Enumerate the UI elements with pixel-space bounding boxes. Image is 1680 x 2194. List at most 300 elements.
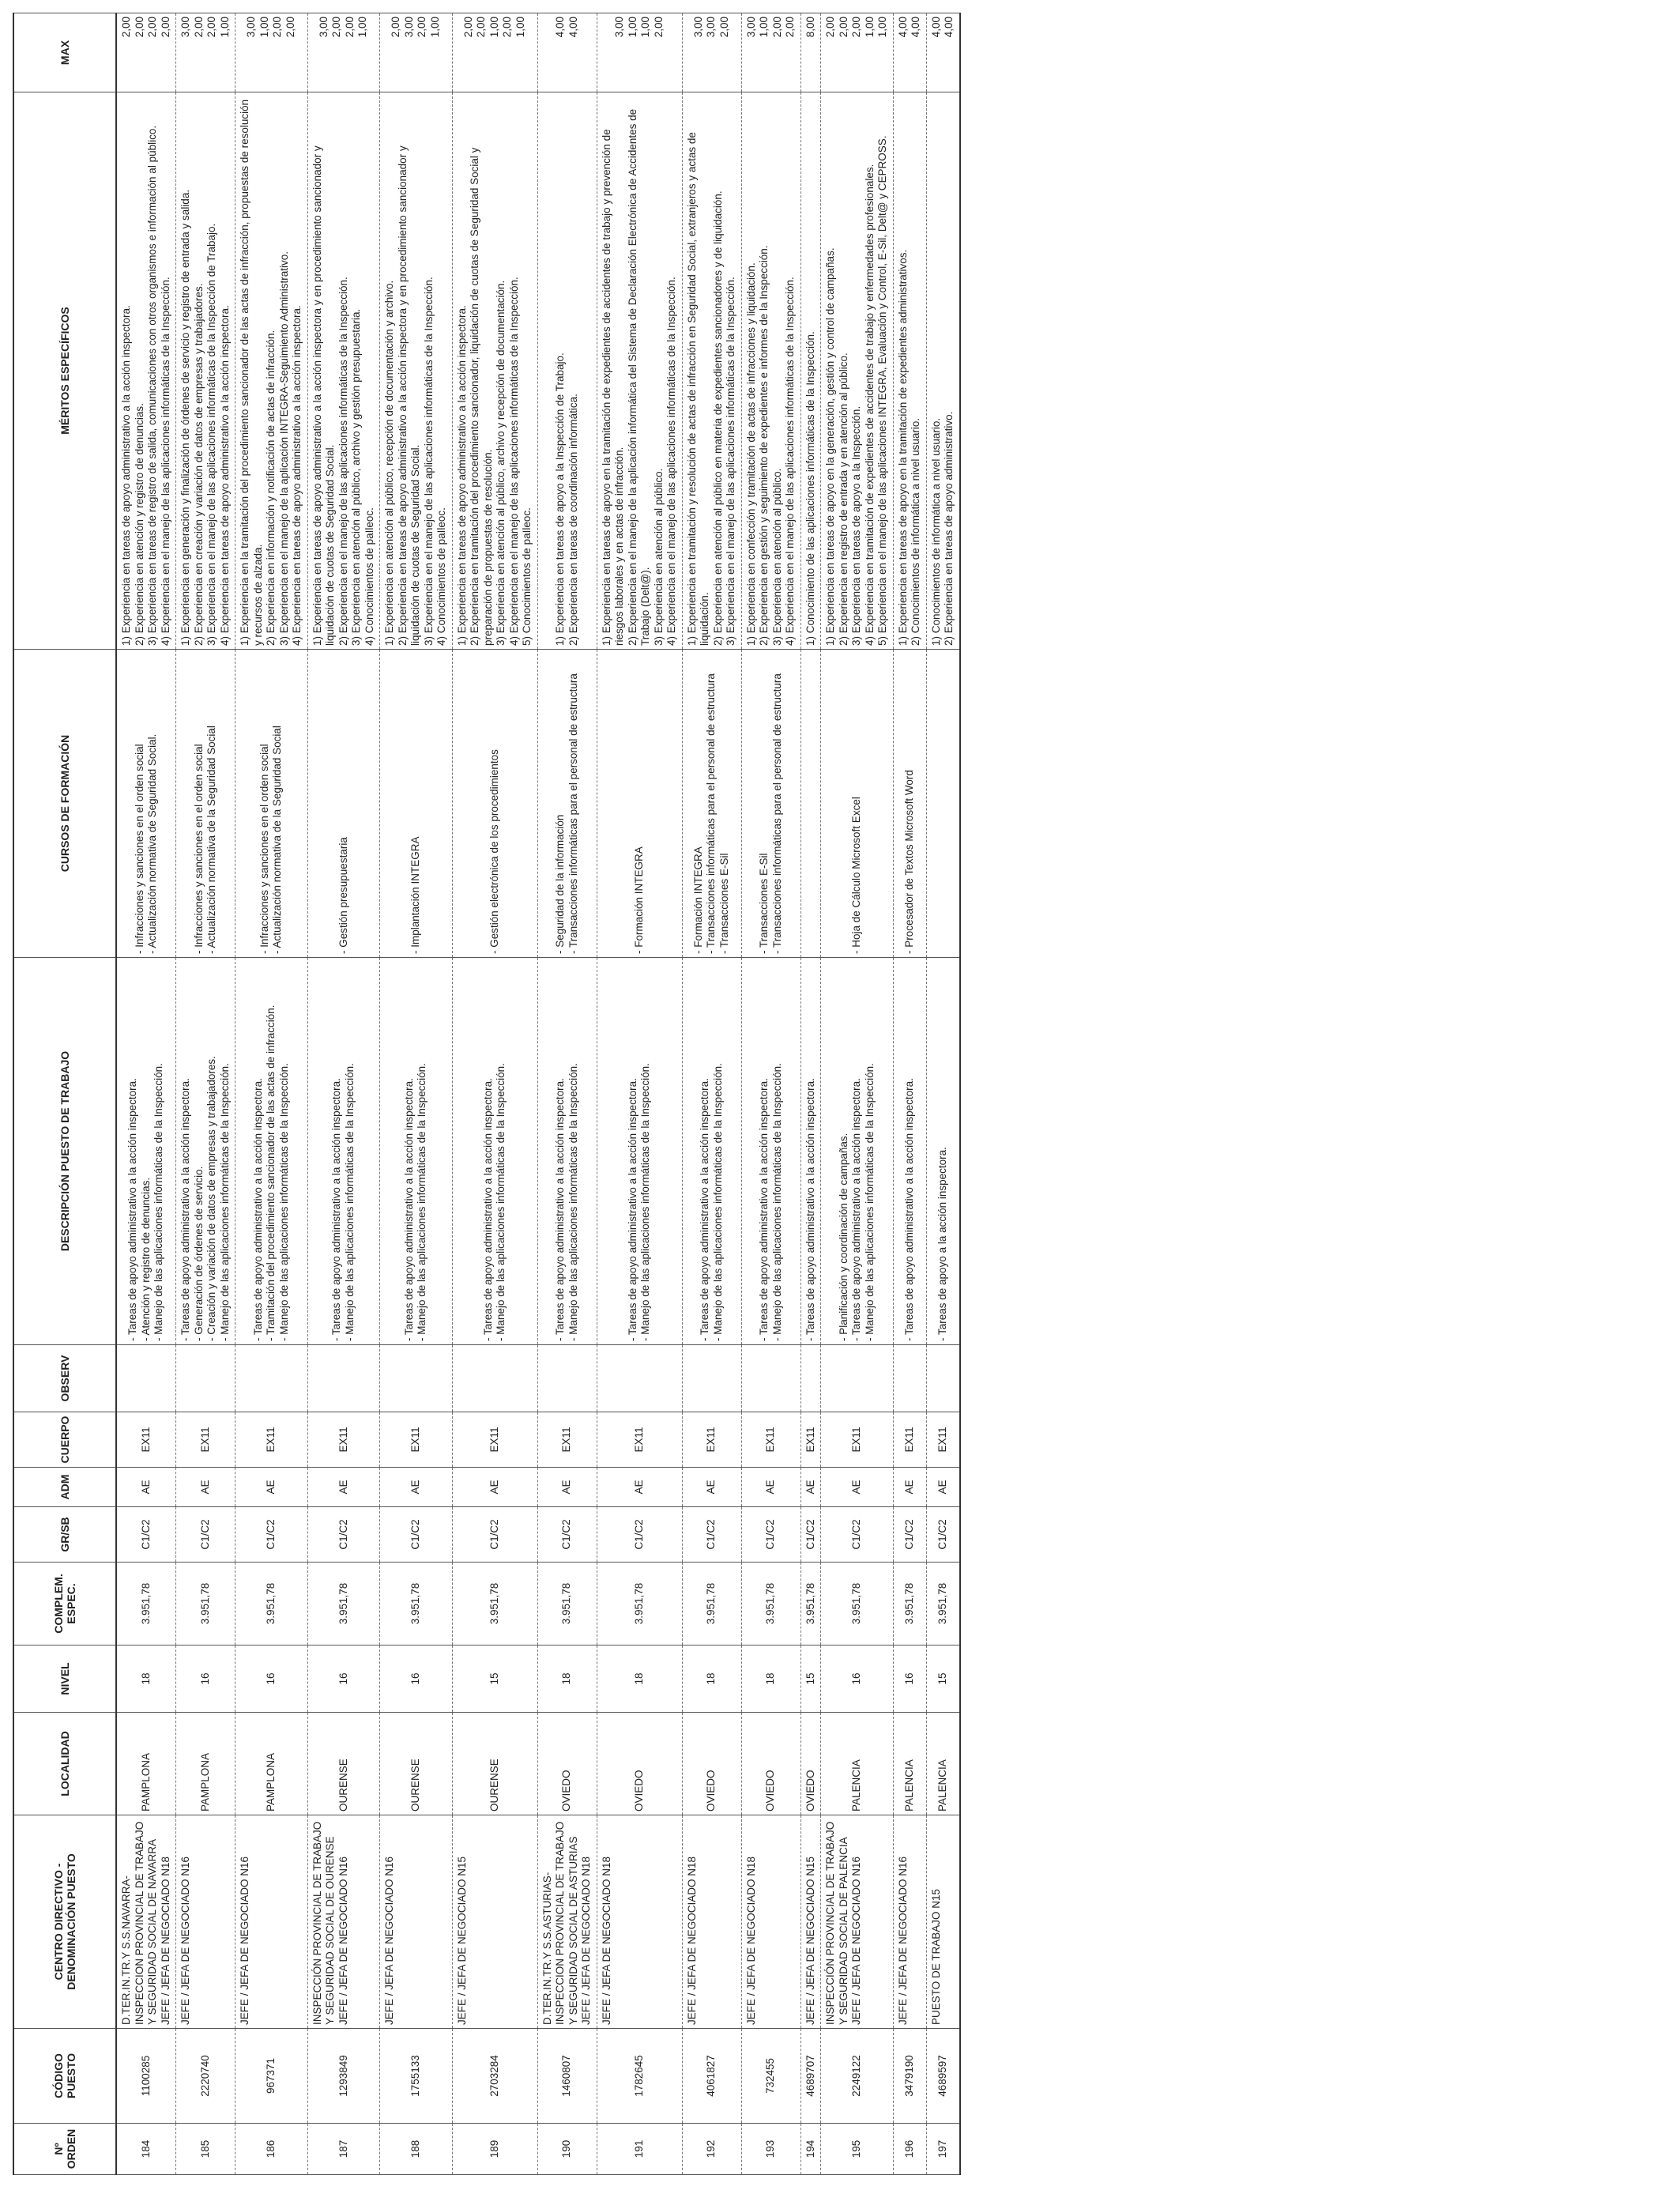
cell-orden: 192 [682,2124,741,2175]
cell-centro [307,1815,380,2029]
meritos-line: 1) Experiencia en tramitación y resolución de actas de infracción en Seguridad Social, extranjeros y actas de liquidación. [685,132,710,646]
max-line: 2,00 [784,17,796,38]
header-row [13,13,116,2175]
cell-adm: AE [800,1468,821,1507]
max-line: 4,00 [554,17,566,38]
cell-grupo: C1/C2 [821,1507,894,1563]
descripcion-line: - Manejo de las aplicaciones informáticas de la Inspección. [770,1063,783,1341]
descripcion-line: - Manejo de las aplicaciones informáticas de la Inspección. [277,1063,290,1341]
table-row [821,13,894,2175]
cell-observ [682,1345,741,1412]
cell-complemento: 3.951,78 [682,1563,741,1646]
max-line: 2,00 [770,17,783,38]
cursos-line: - Actualización normativa de la Seguridad Social [205,726,217,954]
cell-codigo: 4061827 [682,2029,741,2124]
header-descripcion: DESCRIPCIÓN PUESTO DE TRABAJO [13,958,116,1345]
cell-meritos [926,92,960,650]
cell-max [597,13,682,92]
cell-adm: AE [116,1468,176,1507]
cell-cuerpo: EX11 [116,1412,176,1468]
cell-localidad: OURENSE [452,1713,537,1815]
cell-cursos [380,650,453,958]
cell-complemento: 3.951,78 [537,1563,597,1646]
descripcion-line: - Manejo de las aplicaciones informáticas de la Inspección. [863,1063,876,1341]
meritos-line: 2) Experiencia en creación y variación de datos de empresas y trabajadores. [192,283,205,646]
header-localidad: LOCALIDAD [13,1713,116,1815]
centro-line: JEFE / JEFA DE NEGOCIADO N18 [685,1856,698,2025]
max-line: 2,00 [343,17,356,38]
centro-line: JEFE / JEFA DE NEGOCIADO N16 [239,1856,250,2025]
cell-cuerpo: EX11 [537,1412,597,1468]
cell-meritos [176,92,235,650]
cell-cuerpo: EX11 [821,1412,894,1468]
max-line: 2,00 [159,17,171,38]
table-row [235,13,308,2175]
cell-observ [380,1345,453,1412]
cell-meritos [682,92,741,650]
cell-centro [116,1815,176,2029]
descripcion-line: - Tareas de apoyo administrativo a la acción inspectora. [804,1078,816,1341]
cell-localidad: OVIEDO [800,1713,821,1815]
meritos-line: 4) Experiencia en el manejo de las aplicaciones informáticas de la Inspección. [784,277,796,646]
meritos-line: 3) Experiencia en el manejo de las aplicaciones informáticas de la Inspección de Trabajo. [205,223,217,646]
cell-cuerpo: EX11 [741,1412,800,1468]
max-line: 2,00 [837,17,849,38]
cell-cursos [800,650,821,958]
cell-grupo: C1/C2 [597,1507,682,1563]
cell-grupo: C1/C2 [537,1507,597,1563]
cell-nivel: 15 [926,1646,960,1713]
cell-complemento: 3.951,78 [800,1563,821,1646]
descripcion-line: - Tramitación del procedimiento sancionador de las actas de infracción. [265,1005,277,1341]
max-line: 2,00 [461,17,474,38]
max-line: 1,00 [863,17,876,38]
cell-meritos [537,92,597,650]
meritos-line: 4) Experiencia en tareas de apoyo administrativo a la acción inspectora. [218,305,231,646]
max-line: 2,00 [390,17,402,38]
cell-max [537,13,597,92]
cell-descripcion [800,958,821,1345]
cursos-line: - Formación INTEGRA [632,846,645,954]
cell-meritos [893,92,926,650]
cell-meritos [452,92,537,650]
cursos-line: - Procesador de Textos Microsoft Word [902,770,915,954]
cell-localidad: OVIEDO [682,1713,741,1815]
cell-descripcion [307,958,380,1345]
cursos-line: - Formación INTEGRA [691,846,704,954]
cell-orden: 191 [597,2124,682,2175]
max-line: 2,00 [416,17,428,38]
cell-cuerpo: EX11 [597,1412,682,1468]
descripcion-line: - Creación y variación de datos de empresas y trabajadores. [205,1056,217,1341]
meritos-line: 1) Conocimiento de las aplicaciones informáticas de la Inspección. [804,331,816,646]
max-line: 3,00 [705,17,718,38]
cell-max [116,13,176,92]
cell-centro [821,1815,894,2029]
cell-descripcion [741,958,800,1345]
meritos-line: 2) Experiencia en tareas de apoyo administrativo. [943,411,955,646]
cell-nivel: 16 [176,1646,235,1713]
descripcion-line: - Tareas de apoyo administrativo a la acción inspectora. [126,1078,139,1341]
descripcion-line: - Tareas de apoyo administrativo a la acción inspectora. [251,1078,264,1341]
cell-grupo: C1/C2 [116,1507,176,1563]
table-row [800,13,821,2175]
descripcion-line: - Tareas de apoyo administrativo a la acción inspectora. [179,1078,191,1341]
cell-cursos [597,650,682,958]
cell-adm: AE [597,1468,682,1507]
max-line: 4,00 [910,17,921,38]
cell-centro [537,1815,597,2029]
cell-codigo: 732455 [741,2029,800,2124]
cell-observ [821,1345,894,1412]
cell-orden: 197 [926,2124,960,2175]
cell-grupo: C1/C2 [307,1507,380,1563]
cell-cuerpo: EX11 [235,1412,308,1468]
cell-localidad: PAMPLONA [116,1713,176,1815]
max-line: 2,00 [330,17,343,38]
cell-orden: 190 [537,2124,597,2175]
cell-grupo: C1/C2 [235,1507,308,1563]
cell-cursos [893,650,926,958]
centro-line: JEFE / JEFA DE NEGOCIADO N16 [179,1856,191,2025]
meritos-line: 4) Conocimientos de paIleoc. [435,507,447,646]
max-line: 2,00 [146,17,158,38]
max-line: 2,00 [205,17,217,38]
max-line: 1,00 [758,17,770,38]
header-grupo: GR/SB [13,1507,116,1563]
descripcion-line: - Tareas de apoyo administrativo a la acción inspectora. [758,1078,770,1341]
cell-observ [235,1345,308,1412]
meritos-line: 2) Experiencia en gestión y seguimiento de expedientes e informes de la Inspección. [758,245,770,646]
table-row [926,13,960,2175]
max-line: 2,00 [192,17,205,38]
cell-cuerpo: EX11 [307,1412,380,1468]
max-line: 1,00 [876,17,888,38]
centro-line: JEFE / JEFA DE NEGOCIADO N15 [455,1856,468,2025]
meritos-line: 1) Experiencia en tareas de apoyo administrativo a la acción inspectora. [455,305,468,646]
cell-max [682,13,741,92]
table-body [116,13,960,2175]
meritos-line: 3) Experiencia en atención al público. [652,468,665,646]
centro-line: JEFE / JEFA DE NEGOCIADO N16 [337,1856,349,2025]
meritos-line: 2) Experiencia en el manejo de las aplicaciones informáticas de la Inspección. [337,277,349,646]
cell-cursos [116,650,176,958]
cell-codigo: 2220740 [176,2029,235,2124]
cell-cursos [821,650,894,958]
meritos-line: 3) Experiencia en atención al público, archivo y recepción de documentación. [495,280,507,646]
cell-max [926,13,960,92]
meritos-line: 1) Experiencia en tareas de apoyo en la tramitación de expedientes de accidentes de trabajo y prevención de riesgos laborales y en actas de infracción. [600,129,625,646]
meritos-line: 1) Experiencia en generación y finalización de órdenes de servicio y registro de entrada y salida. [179,189,191,646]
centro-line: PUESTO DE TRABAJO N15 [929,1888,942,2025]
descripcion-line: - Manejo de las aplicaciones informáticas de la Inspección. [153,1063,165,1341]
cell-adm: AE [537,1468,597,1507]
table-row [597,13,682,2175]
cell-localidad: OURENSE [380,1713,453,1815]
max-line: 8,00 [804,17,816,38]
cell-observ [893,1345,926,1412]
header-cuerpo: CUERPO [13,1412,116,1468]
max-line: 1,00 [514,17,526,38]
meritos-line: 2) Experiencia en tareas de coordinación informática. [567,394,579,646]
max-line: 4,00 [929,17,942,38]
max-line: 1,00 [488,17,500,38]
cell-nivel: 16 [380,1646,453,1713]
centro-line: JEFE / JEFA DE NEGOCIADO N16 [850,1856,862,2025]
cell-adm: AE [821,1468,894,1507]
max-line: 1,00 [639,17,651,38]
cell-adm: AE [235,1468,308,1507]
meritos-line: 1) Experiencia en tareas de apoyo administrativo a la acción inspectora y en procedimiento sancionador y liquidación de cuotas de Seguridad Social. [311,145,336,646]
cell-complemento: 3.951,78 [235,1563,308,1646]
cell-meritos [307,92,380,650]
meritos-line: 1) Conocimientos de informática a nivel usuario. [929,417,942,646]
cell-nivel: 16 [893,1646,926,1713]
cell-nivel: 18 [597,1646,682,1713]
cell-descripcion [893,958,926,1345]
cell-nivel: 16 [235,1646,308,1713]
cell-descripcion [597,958,682,1345]
cell-orden: 196 [893,2124,926,2175]
cell-adm: AE [893,1468,926,1507]
cell-meritos [821,92,894,650]
meritos-line: 1) Experiencia en atención al público, recepción de documentación y archivo. [383,280,395,646]
cell-meritos [380,92,453,650]
max-line: 4,00 [943,17,955,38]
cell-observ [176,1345,235,1412]
cell-localidad: OVIEDO [597,1713,682,1815]
descripcion-line: - Tareas de apoyo a la acción inspectora. [936,1147,948,1341]
cursos-line: - Hoja de Cálculo Microsoft Excel [850,797,862,954]
cell-grupo: C1/C2 [176,1507,235,1563]
meritos-line: 2) Experiencia en el manejo de la aplicación informática del Sistema de Declaración Electrónica de Accidentes de Trabajo (Delt@). [626,108,651,646]
cell-max [741,13,800,92]
cell-max [821,13,894,92]
cursos-line: - Actualización normativa de Seguridad Social. [146,733,158,954]
descripcion-line: - Manejo de las aplicaciones informáticas de la Inspección. [343,1063,356,1341]
meritos-line: 4) Experiencia en el manejo de las aplicaciones informáticas de la Inspección. [507,277,520,646]
header-cursos: CURSOS DE FORMACIÓN [13,650,116,958]
descripcion-line: - Manejo de las aplicaciones informáticas de la Inspección. [416,1063,428,1341]
cell-cuerpo: EX11 [893,1412,926,1468]
meritos-line: 3) Experiencia en atención al público, archivo y gestión presupuestaria. [350,308,362,646]
cell-cursos [452,650,537,958]
max-line: 3,00 [613,17,625,38]
cursos-line: - Transacciones E-Sil [758,853,770,954]
cell-max [307,13,380,92]
cell-cuerpo: EX11 [380,1412,453,1468]
cell-observ [307,1345,380,1412]
cell-meritos [116,92,176,650]
meritos-line: 3) Experiencia en tareas de apoyo a la Inspección. [850,405,862,646]
meritos-line: 2) Experiencia en atención al público en materia de expedientes sancionadores y de liquidación. [711,190,724,646]
meritos-line: 5) Conocimientos de paIleoc. [521,507,533,646]
cell-cursos [176,650,235,958]
cell-centro [682,1815,741,2029]
centro-line: JEFE / JEFA DE NEGOCIADO N16 [896,1856,909,2025]
table-row [452,13,537,2175]
cell-complemento: 3.951,78 [893,1563,926,1646]
cell-adm: AE [741,1468,800,1507]
cell-cursos [741,650,800,958]
cell-adm: AE [926,1468,960,1507]
header-observ: OBSERV [13,1345,116,1412]
cursos-line: - Infracciones y sanciones en el orden social [133,744,145,954]
max-line: 2,00 [120,17,132,38]
cell-codigo: 1100285 [116,2029,176,2124]
meritos-line: 5) Experiencia en el manejo de las aplicaciones INTEGRA, Evaluación y Control, E-Sil, Delt@ y CEPROSS. [876,135,888,646]
meritos-line: 1) Experiencia en tareas de apoyo en la generación, gestión y control de campañas. [824,247,836,646]
cell-orden: 186 [235,2124,308,2175]
cell-localidad: PAMPLONA [235,1713,308,1815]
max-line: 3,00 [245,17,258,38]
cell-codigo: 1460807 [537,2029,597,2124]
descripcion-line: - Manejo de las aplicaciones informáticas de la Inspección. [495,1063,507,1341]
centro-line: D.TER.IN.TR.Y S.S.NAVARRA-INSPECCION PROVINCIAL DE TRABAJO Y SEGURIDAD SOCIAL DE NAVARRA [120,1821,158,2025]
descripcion-line: - Tareas de apoyo administrativo a la acción inspectora. [626,1078,638,1341]
cell-observ [597,1345,682,1412]
cell-codigo: 3479190 [893,2029,926,2124]
cell-centro [597,1815,682,2029]
max-line: 1,00 [428,17,441,38]
descripcion-line: - Tareas de apoyo administrativo a la acción inspectora. [850,1078,862,1341]
descripcion-line: - Manejo de las aplicaciones informáticas de la Inspección. [218,1063,231,1341]
table-row [307,13,380,2175]
cell-complemento: 3.951,78 [926,1563,960,1646]
cell-codigo: 2703284 [452,2029,537,2124]
cell-adm: AE [452,1468,537,1507]
meritos-line: 4) Experiencia en el manejo de las aplicaciones informáticas de la Inspección. [665,277,677,646]
max-line: 4,00 [567,17,579,38]
cursos-line: - Gestión presupuestaria [337,837,349,954]
cell-centro [176,1815,235,2029]
max-line: 2,00 [271,17,284,38]
cell-complemento: 3.951,78 [452,1563,537,1646]
cell-descripcion [821,958,894,1345]
cell-descripcion [116,958,176,1345]
cell-grupo: C1/C2 [741,1507,800,1563]
cell-orden: 194 [800,2124,821,2175]
header-orden: Nº ORDEN [13,2124,116,2175]
max-line: 2,00 [652,17,665,38]
centro-line: D.TER.IN.TR.Y S.S.ASTURIAS-INSPECCION PROVINCIAL DE TRABAJO Y SEGURIDAD SOCIAL DE ASTURIAS [541,1821,579,2025]
cell-centro [800,1815,821,2029]
cursos-line: - Transacciones informáticas para el personal de estructura [705,673,718,954]
cursos-line: - Gestión electrónica de los procedimientos [488,749,500,954]
meritos-line: 4) Experiencia en tareas de apoyo administrativo a la acción inspectora. [291,305,303,646]
cell-descripcion [537,958,597,1345]
cell-grupo: C1/C2 [452,1507,537,1563]
descripcion-line: - Manejo de las aplicaciones informáticas de la Inspección. [711,1063,724,1341]
cell-grupo: C1/C2 [800,1507,821,1563]
cell-complemento: 3.951,78 [176,1563,235,1646]
cell-centro [452,1815,537,2029]
cell-adm: AE [176,1468,235,1507]
cell-descripcion [452,958,537,1345]
cell-observ [116,1345,176,1412]
cell-centro [235,1815,308,2029]
cell-codigo: 967371 [235,2029,308,2124]
max-line: 2,00 [824,17,836,38]
cell-orden: 189 [452,2124,537,2175]
cell-grupo: C1/C2 [682,1507,741,1563]
max-line: 3,00 [317,17,330,38]
cell-nivel: 15 [452,1646,537,1713]
cell-nivel: 18 [116,1646,176,1713]
max-line: 3,00 [744,17,757,38]
cell-centro [380,1815,453,2029]
cell-meritos [235,92,308,650]
cell-localidad: PALENCIA [893,1713,926,1815]
cell-codigo: 1755133 [380,2029,453,2124]
meritos-line: 2) Experiencia en tramitación del procedimiento sancionador, liquidación de cuotas de Seguridad Social y preparación de propuestas de resolución. [469,147,494,646]
cell-centro [926,1815,960,2029]
cell-cursos [537,650,597,958]
meritos-line: 1) Experiencia en la tramitación del procedimiento sancionador de las actas de infracción, propuestas de resolución y recursos de alzada. [239,99,264,646]
cell-nivel: 18 [741,1646,800,1713]
meritos-line: 3) Experiencia en atención al público. [770,468,783,646]
max-line: 4,00 [896,17,909,38]
cell-meritos [741,92,800,650]
meritos-line: 1) Experiencia en tareas de apoyo a la Inspección de Trabajo. [554,352,566,646]
cell-descripcion [176,958,235,1345]
meritos-line: 3) Experiencia en el manejo de la aplicación INTEGRA-Seguimiento Administrativo. [277,251,290,646]
centro-line: JEFE / JEFA DE NEGOCIADO N18 [580,1856,592,2025]
table-row [176,13,235,2175]
max-line: 2,00 [501,17,514,38]
table-row [893,13,926,2175]
cell-observ [452,1345,537,1412]
header-adm: ADM [13,1468,116,1507]
cell-cursos [307,650,380,958]
header-complemento: COMPLEM. ESPEC. [13,1563,116,1646]
cell-max [800,13,821,92]
descripcion-line: - Tareas de apoyo administrativo a la acción inspectora. [699,1078,710,1341]
cursos-line: - Transacciones informáticas para el personal de estructura [567,673,579,954]
cell-centro [893,1815,926,2029]
header-nivel: NIVEL [13,1646,116,1713]
cell-max [235,13,308,92]
descripcion-line: - Manejo de las aplicaciones informáticas de la Inspección. [567,1063,579,1341]
centro-line: JEFE / JEFA DE NEGOCIADO N18 [159,1856,171,2025]
max-line: 1,00 [218,17,231,38]
cell-orden: 188 [380,2124,453,2175]
descripcion-line: - Tareas de apoyo administrativo a la acción inspectora. [330,1078,343,1341]
cell-cuerpo: EX11 [682,1412,741,1468]
descripcion-line: - Tareas de apoyo administrativo a la acción inspectora. [554,1078,566,1341]
table-row [741,13,800,2175]
table-row [380,13,453,2175]
max-line: 3,00 [402,17,415,38]
cell-nivel: 16 [821,1646,894,1713]
header-centro: CENTRO DIRECTIVO - DENOMINACIÓN PUESTO [13,1815,116,2029]
cell-meritos [597,92,682,650]
cell-cuerpo: EX11 [800,1412,821,1468]
cursos-line: - Transacciones E-Sil [718,853,730,954]
cell-cuerpo: EX11 [176,1412,235,1468]
max-line: 1,00 [356,17,369,38]
cell-observ [800,1345,821,1412]
cell-meritos [800,92,821,650]
meritos-line: 4) Experiencia en el manejo de las aplicaciones informáticas de la Inspección. [159,277,171,646]
max-line: 2,00 [284,17,296,38]
meritos-line: 1) Experiencia en tareas de apoyo administrativo a la acción inspectora. [120,305,132,646]
cell-codigo: 4689707 [800,2029,821,2124]
descripcion-line: - Tareas de apoyo administrativo a la acción inspectora. [481,1078,494,1341]
cursos-line: - Infracciones y sanciones en el orden social [192,744,205,954]
cell-codigo: 1293849 [307,2029,380,2124]
descripcion-line: - Planificación y coordinación de campañas. [837,1133,849,1341]
